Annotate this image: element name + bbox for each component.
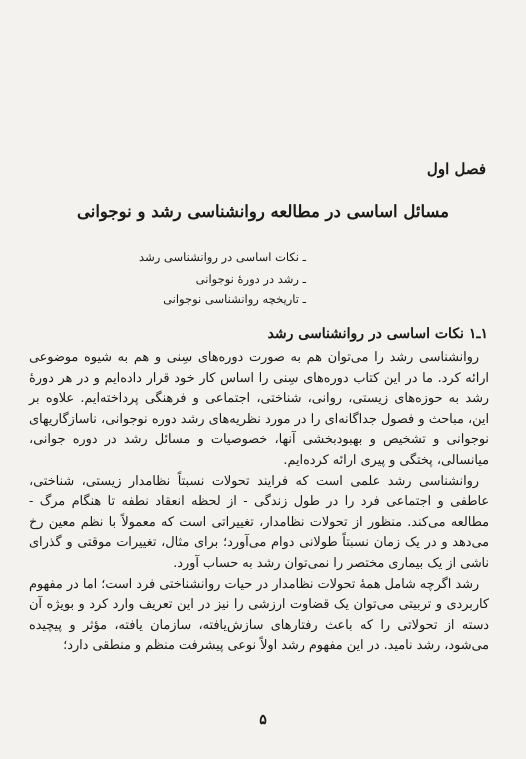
section-heading: ۱ـ۱ نکات اساسی در روانشناسی رشد [267,326,488,342]
chapter-title: مسائل اساسی در مطالعه روانشناسی رشد و نوجوانی [76,202,450,221]
paragraph-2: روانشناسی رشد علمی است که فرایند تحولات نسبتاً نظامدار زیستی، شناختی، عاطفی و اجتماعی فرد را در طول زندگی - از لحظه انعقاد نطفه تا هنگام مرگ - مطالعه می‌کند. منظور از تحولات نظامدار، تغییراتی است که معمولاً با نظم معین رخ می‌دهد و در یک زمان نسبتاً طولانی دوام می‌آورد؛ برای مثال، تغییرات موقتی و گذرای ناشی از یک بیماری مختصر را نمی‌توان رشد به حساب آورد. [29,473,489,571]
paragraph-1: روانشناسی رشد را می‌توان هم به صورت دوره‌های سِنی و هم به شیوه موضوعی ارائه کرد. ما در این کتاب دوره‌های سِنی را اساس کار خود قرار داده‌ایم و در هر دورهٔ رشد به حوزه‌های زیستی، روانی، شناختی، اجتماعی و فرهنگی پرداخته‌ایم. علاوه بر این، مباحث و فصول جداگانه‌ای را در مورد نظریه‌های رشد دوره نوجوانی، ناسازگاریهای نوجوانی و تشخیص و بهبودبخشی آنها، خصوصیات و مسائل رشد در دوره جوانی، میانسالی، پختگی و پیری ارائه کرده‌ایم. [29,350,489,468]
page-number: ۵ [259,712,267,728]
outline-item-1: ـ نکات اساسی در روانشناسی رشد [139,250,306,264]
outline-item-3: ـ تاریخچه روانشناسی نوجوانی [163,292,306,306]
paragraph-3: رشد اگرچه شامل همهٔ تحولات نظامدار در حیات روانشناختی فرد است؛ اما در مفهوم کاربردی و تربیتی می‌توان یک قضاوت ارزشی را نیز در این تعریف وارد کرد و بویژه آن دسته از تحولاتی را که باعث رفتارهای سازش‌یافته، سازمان یافته، مؤثر و پیچیده می‌شود، رشد نامید. در این مفهوم رشد اولاً نوعی پیشرفت منظم و منطقی دارد؛ [29,576,489,654]
body-text [29,348,489,657]
outline-item-2: ـ رشد در دورهٔ نوجوانی [195,272,306,286]
chapter-label: فصل اول [426,160,486,178]
